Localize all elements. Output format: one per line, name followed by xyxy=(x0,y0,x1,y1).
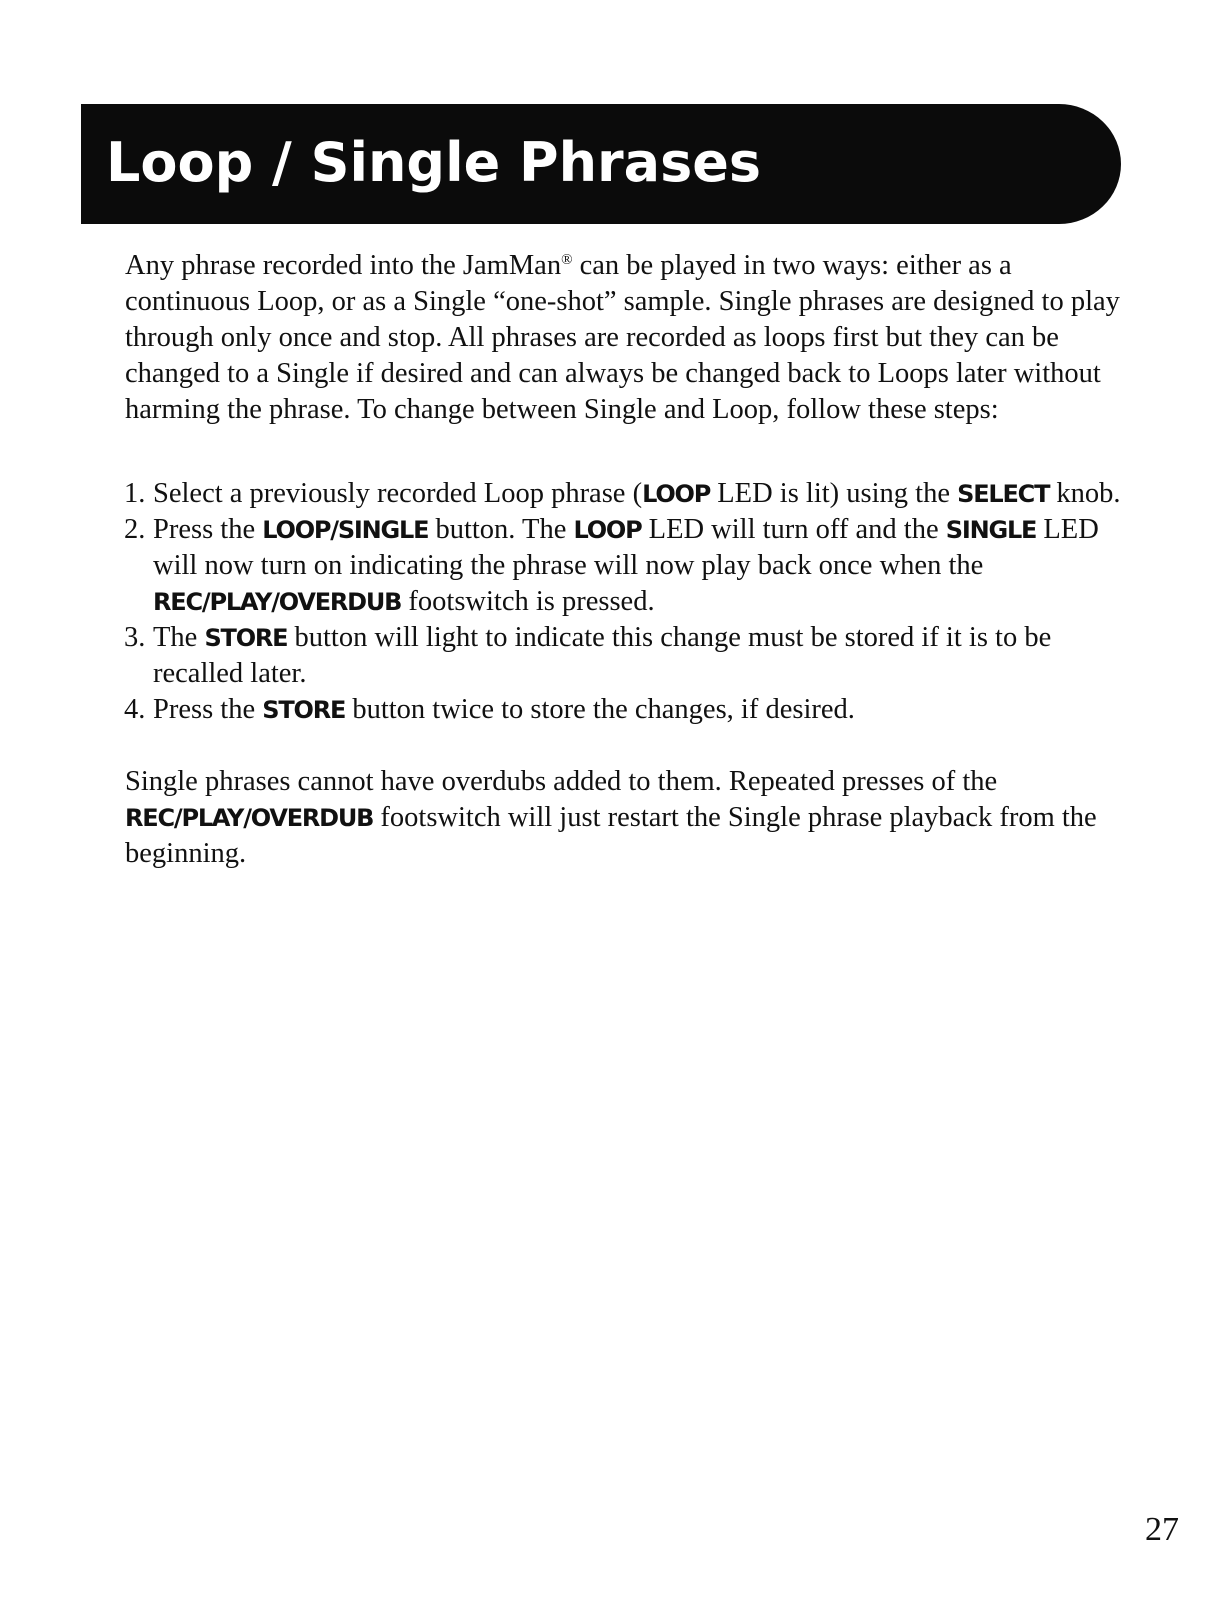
keyword-single: SINGLE xyxy=(945,516,1037,544)
step-text: footswitch is pressed. xyxy=(401,586,655,617)
step-text: button twice to store the changes, if desired. xyxy=(345,694,855,725)
step-text: LED will now turn on indicating the phrase will now play back once when the xyxy=(153,514,1099,581)
step-number: 2. xyxy=(124,514,146,545)
intro-paragraph xyxy=(125,248,1135,428)
step-text: button will light to indicate this change must be stored if it is to be recalled later. xyxy=(153,622,1052,689)
keyword-rec-play-overdub: REC/PLAY/OVERDUB xyxy=(153,588,402,616)
step-text: knob. xyxy=(1049,478,1121,509)
registered-mark: ® xyxy=(561,252,573,268)
step-text: Select a previously recorded Loop phrase ( xyxy=(153,478,643,509)
keyword-store: STORE xyxy=(204,624,288,652)
main-content xyxy=(125,248,1135,872)
keyword-loop-single: LOOP/SINGLE xyxy=(262,516,429,544)
steps-list xyxy=(125,476,1135,728)
keyword-select: SELECT xyxy=(957,480,1050,508)
keyword-loop: LOOP xyxy=(573,516,642,544)
intro-text-part-2: can be played in two ways: either as a continuous Loop, or as a Single “one-shot” sample. Single phrases are designed to play through only once and stop. All phrases are recorded as loops first but they can be changed to a Single if desired and can always be changed back to Loops later without harming the phrase. To change between Single and Loop, follow these steps: xyxy=(125,250,1120,425)
step-number: 1. xyxy=(124,478,146,509)
list-item xyxy=(125,476,1135,512)
step-text: LED will turn off and the xyxy=(641,514,946,545)
outro-text: footswitch will just restart the Single phrase playback from the beginning. xyxy=(125,802,1097,869)
keyword-loop: LOOP xyxy=(642,480,711,508)
step-number: 3. xyxy=(124,622,146,653)
step-text: Press the xyxy=(153,694,263,725)
outro-paragraph xyxy=(125,764,1135,872)
step-text: The xyxy=(153,622,205,653)
step-number: 4. xyxy=(124,694,146,725)
intro-text-part-1: Any phrase recorded into the JamMan xyxy=(125,250,562,281)
list-item xyxy=(125,512,1135,620)
keyword-store: STORE xyxy=(262,696,346,724)
list-item xyxy=(125,620,1135,692)
step-text: LED is lit) using the xyxy=(710,478,958,509)
outro-text: Single phrases cannot have overdubs added to them. Repeated presses of the xyxy=(125,766,998,797)
step-text: button. The xyxy=(428,514,574,545)
page-number: 27 xyxy=(1145,1511,1179,1548)
list-item xyxy=(125,692,1135,728)
step-text: Press the xyxy=(153,514,263,545)
keyword-rec-play-overdub: REC/PLAY/OVERDUB xyxy=(125,804,374,832)
page-title: Loop / Single Phrases xyxy=(106,131,762,194)
